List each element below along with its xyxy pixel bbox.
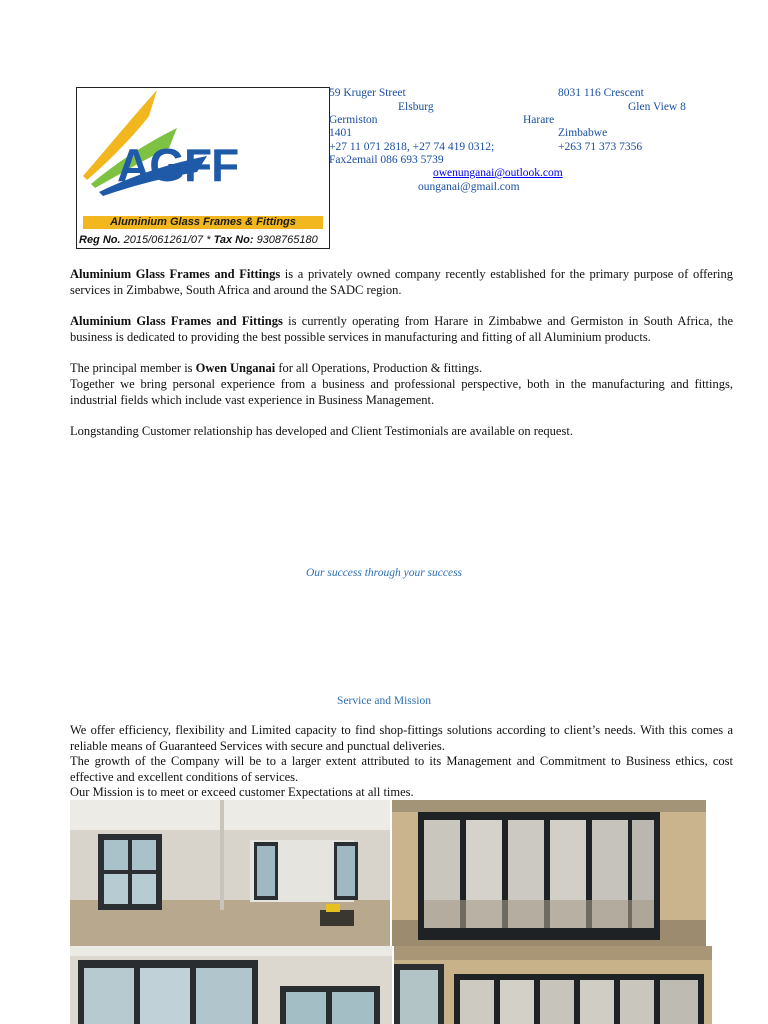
mission-paragraph-1: We offer efficiency, flexibility and Limited capacity to find shop-fittings solutions according to client’s needs. With this comes a reliable means of Guaranteed Services with secure and punctual deliveries.	[70, 723, 733, 753]
tax-label: Tax No:	[213, 234, 254, 246]
mission-paragraph-3: Our Mission is to meet or exceed customer Expectations at all times.	[70, 785, 414, 799]
address-right-city: Harare	[523, 114, 555, 126]
address-right-street: 8031 116 Crescent	[558, 87, 644, 99]
principal-post: for all Operations, Production & fittings.	[275, 361, 483, 375]
mission-paragraph-2: The growth of the Company will be to a larger extent attributed to its Management and Commitment to Business ethics, cost effective and excellent conditions of services.	[70, 754, 733, 784]
photo-interior-windows	[70, 800, 390, 946]
email-primary-link[interactable]: owenunganai@outlook.com	[433, 167, 563, 179]
address-left-city: Germiston	[329, 114, 378, 126]
photo-folding-doors	[392, 800, 706, 946]
company-name: Aluminium Glass Frames and Fittings	[70, 314, 283, 328]
address-right-suburb: Glen View 8	[628, 101, 686, 113]
photo-window-frames-right	[394, 946, 712, 1024]
address-left-street: 59 Kruger Street	[329, 87, 406, 99]
address-right-country: Zimbabwe	[558, 127, 608, 139]
registration-line	[79, 234, 327, 246]
address-right-phone: +263 71 373 7356	[558, 141, 643, 153]
logo-brand-text: AGFF	[117, 139, 239, 191]
intro-paragraph-3	[70, 361, 733, 377]
address-left-postal: 1401	[329, 127, 352, 139]
reg-label: Reg No.	[79, 234, 121, 246]
reg-number: 2015/061261/07	[123, 234, 204, 246]
photo-window-frames-left	[70, 946, 392, 1024]
principal-pre: The principal member is	[70, 361, 196, 375]
address-left-suburb: Elsburg	[398, 101, 434, 113]
logo-banner: Aluminium Glass Frames & Fittings	[83, 216, 323, 229]
intro-text-1: is a privately owned company recently established for the primary purpose of offering services in Zimbabwe, South Africa and around the SADC region.	[70, 267, 733, 297]
company-logo	[76, 87, 330, 249]
reg-separator: *	[206, 234, 211, 246]
intro-text-2: is currently operating from Harare in Zimbabwe and Germiston in South Africa, the business is dedicated to providing the best possible services in manufacturing and fitting of all Aluminium products.	[70, 314, 733, 344]
tax-number: 9308765180	[256, 234, 318, 246]
address-left-phones: +27 11 071 2818, +27 74 419 0312;	[329, 141, 495, 153]
intro-paragraph-2	[70, 314, 733, 345]
company-slogan: Our success through your success	[305, 567, 463, 579]
mission-heading: Service and Mission	[337, 695, 431, 707]
address-left-fax: Fax2email 086 693 5739	[329, 154, 444, 166]
intro-paragraph-4: Together we bring personal experience from a business and professional perspective, both in the manufacturing and fittings, industrial fields which include vast experience in Business Management.	[70, 377, 733, 407]
company-name: Aluminium Glass Frames and Fittings	[70, 267, 281, 281]
intro-paragraph-1	[70, 267, 733, 298]
principal-name: Owen Unganai	[195, 361, 276, 375]
intro-paragraph-5: Longstanding Customer relationship has developed and Client Testimonials are available on request.	[70, 424, 573, 438]
email-secondary: ounganai@gmail.com	[418, 181, 520, 193]
